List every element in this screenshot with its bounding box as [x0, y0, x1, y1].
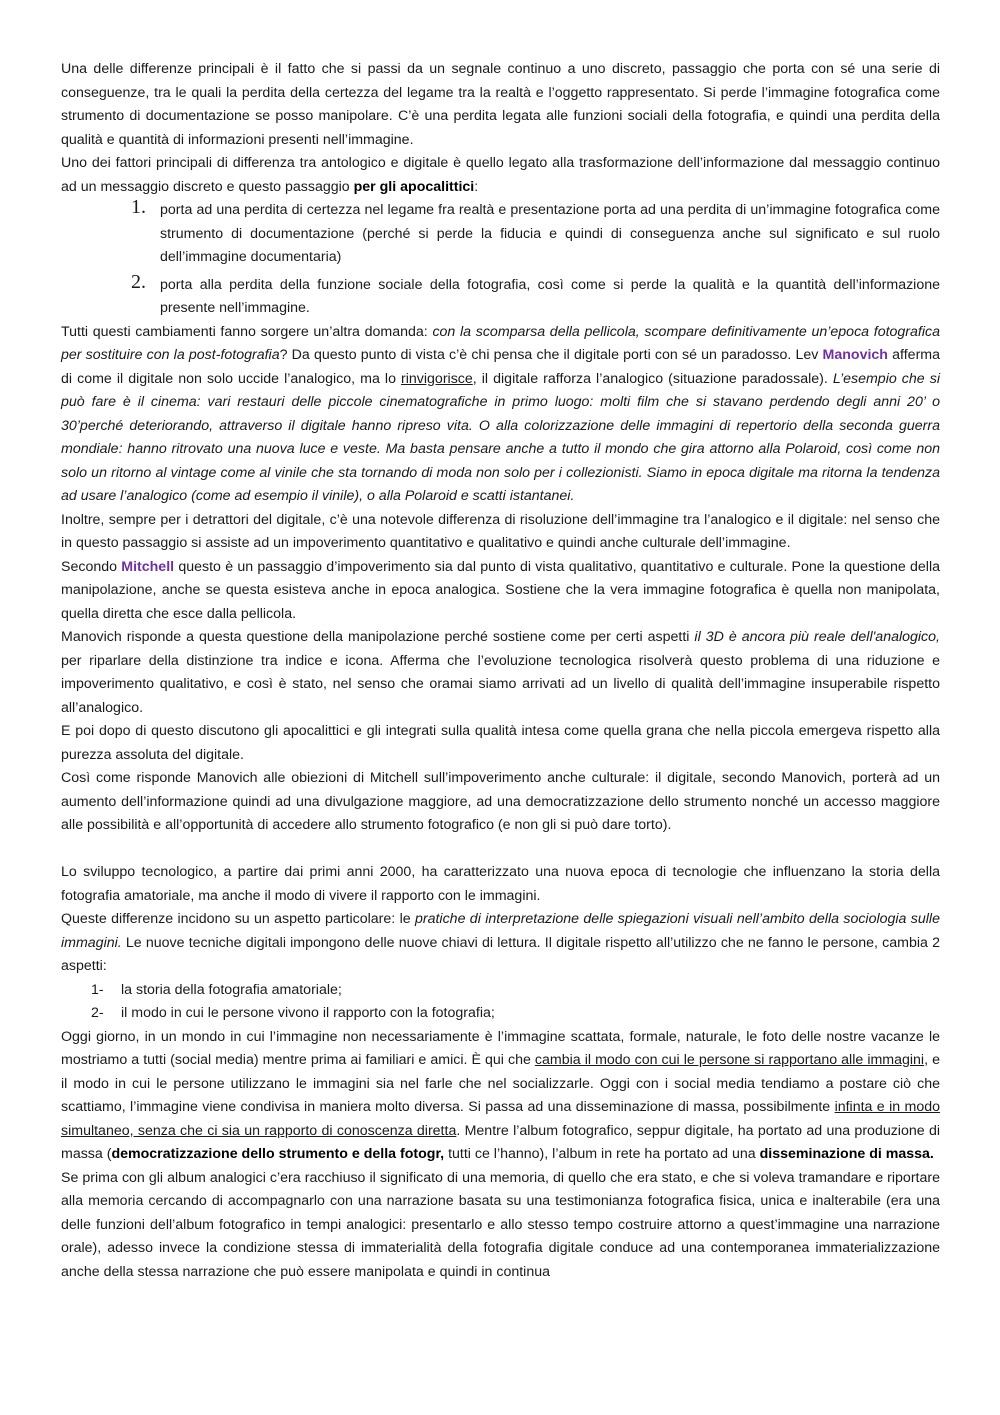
- paragraph-3: [61, 321, 940, 509]
- paragraph-12: Se prima con gli album analogici c’era racchiuso il significato di una memoria, di quello che era stato, e che si voleva tramandare e riportare alla memoria cercando di accompagnarlo con una narrazione basata su una testimonianza fotografica fisica, unica e inalterabile (era una delle funzioni dell’album fotografico in tempi analogici: presentarlo e allo stesso tempo costruire attorno a quest’immagine una narrazione orale), adesso invece la condizione stessa di immaterialità della fotografia digitale conduce ad una contemporanea immaterializzazione anche della stessa narrazione che può essere manipolata e quindi in continua: [61, 1169, 940, 1280]
- paragraph-5: [61, 556, 940, 627]
- name-mitchell: Mitchell: [121, 558, 175, 575]
- italic-question: con la scomparsa della pellicola, scompare definitivamente un’epoca fotografica per sostituire con la post-fotografia: [61, 323, 941, 363]
- list-item-text: il modo in cui le persone vivono il rapporto con la fotografia;: [121, 1005, 495, 1021]
- text-span: per riparlare della distinzione tra indice e icona. Afferma che l’evoluzione tecnologica risolverà questo problema di una riduzione e impoverimento qualitativo, e così è stato, nel senso che oramai siamo arrivati ad un livello di qualità dell’immagine insuperabile rispetto all’analogico.: [61, 652, 940, 716]
- list-item: [61, 196, 940, 270]
- underlined-phrase: infinta e in modo simultaneo, senza che ci sia un rapporto di conoscenza diretta: [61, 1099, 940, 1139]
- list-item: [61, 270, 940, 321]
- bold-disseminazione: disseminazione di massa.: [759, 1146, 934, 1162]
- italic-example: L’esempio che si può fare è il cinema: vari restauri delle piccole cinematografiche in primo luogo: molti film che si stavano perdendo degli anni 20’ o 30’perché deteriorando, attraverso il digitale hanno ripreso vita. O alla colorizzazione delle immagini di repertorio della seconda guerra mondiale: hanno ritrovato una nuova luce e veste. Ma basta pensare anche a tutto il mondo che gira attorno alla Polaroid, così come non solo un ritorno al vintage come al vinile che sta tornando di moda non solo per i collezionisti. Siamo in epoca digitale ma ritorna la tendenza ad usare l’analogico (come ad esempio il vinile), o alla Polaroid e scatti istantanei.: [61, 370, 940, 504]
- text-span: , il digitale rafforza l’analogico (situazione paradossale).: [472, 370, 833, 387]
- document-page: [61, 58, 940, 1284]
- text-span: Le nuove tecniche digitali impongono delle nuove chiavi di lettura. Il digitale rispetto all’utilizzo che ne fanno le persone, cambia 2 aspetti:: [61, 934, 940, 974]
- text-span: e il modo in cui le persone utilizzano le immagini sia nel farle che nel socializzarle. Oggi con i social media tendiamo a postare ciò che scattiamo, l’immagine viene condivisa in maniera molto diversa. Si passa ad una disseminazione di massa, possibilmente: [61, 1052, 940, 1115]
- italic-practices: pratiche di interpretazione delle spiegazioni visuali nell’ambito della sociologia sulle immagini.: [61, 911, 940, 951]
- text-span: Manovich risponde a questa questione della manipolazione perché sostiene come per certi aspetti: [61, 629, 695, 645]
- paragraph-11: [61, 1026, 940, 1167]
- bold-term-apocalittici: per gli apocalittici: [353, 178, 475, 195]
- italic-3d-claim: il 3D è ancora più reale dell'analogico,: [694, 629, 940, 645]
- text-span: Secondo: [61, 558, 122, 575]
- paragraph-9: Lo sviluppo tecnologico, a partire dai primi anni 2000, ha caratterizzato una nuova epoca di tecnologie che influenzano la storia della fotografia amatoriale, ma anche il modo di vivere il rapporto con le immagini.: [61, 864, 940, 904]
- paragraph-8: Così come risponde Manovich alle obiezioni di Mitchell sull’impoverimento anche culturale: il digitale, secondo Manovich, porterà ad un aumento dell’informazione quindi ad una divulgazione maggiore, ad una democratizzazione dello strumento nonché un accesso maggiore alle possibilità e all’opportunità di accedere allo strumento fotografico (e non gli si può dare torto).: [61, 770, 940, 833]
- paragraph-10: [61, 908, 940, 979]
- paragraph-4: Inoltre, sempre per i detrattori del digitale, c’è una notevole differenza di risoluzione dell’immagine tra l’analogico e il digitale: nel senso che in questo passaggio si assiste ad un impoverimento quantitativo e qualitativo e quindi anche culturale dell’immagine.: [61, 511, 940, 551]
- paragraph-7: E poi dopo di questo discutono gli apocalittici e gli integrati sulla qualità intesa come quella grana che nella piccola emergeva rispetto alla purezza assoluta del digitale.: [61, 723, 940, 763]
- list-number: 2.: [131, 270, 146, 293]
- text-span: questo è un passaggio d’impoverimento sia dal punto di vista qualitativo, quantitativo e culturale. Pone la questione della manipolazione, anche se questa esisteva anche in epoca analogica. Sostiene che la vera immagine fotografica è quella non manipolata, quella diretta che esce dalla pellicola.: [61, 558, 940, 622]
- list-item: [61, 1002, 940, 1026]
- dash-list-aspects: [61, 979, 940, 1026]
- paragraph-6: [61, 626, 940, 720]
- list-item-text: la storia della fotografia amatoriale;: [121, 981, 342, 998]
- underlined-rinvigorisce: rinvigorisce: [401, 370, 473, 387]
- bold-democratizzazione: democratizzazione dello strumento e della fotogr,: [111, 1146, 445, 1162]
- text-span: Tutti questi cambiamenti fanno sorgere un’altra domanda:: [61, 323, 433, 340]
- text-span: :: [474, 178, 479, 195]
- list-item-text: porta ad una perdita di certezza nel legame fra realtà e presentazione porta ad una perdita di un’immagine fotografica come strumento di documentazione (perché si perde la fiducia e quindi di conseguenza anche sul significato e sul ruolo dell’immagine documentaria): [160, 202, 940, 265]
- paragraph-2: [61, 152, 940, 199]
- list-item-text: porta alla perdita della funzione sociale della fotografia, così come si perde la qualità e la quantità dell’informazione presente nell’immagine.: [160, 276, 940, 316]
- list-number: 2-: [91, 1005, 104, 1021]
- paragraph-1: Una delle differenze principali è il fatto che si passi da un segnale continuo a uno discreto, passaggio che porta con sé una serie di conseguenze, tra le quali la perdita della certezza del legame tra la realtà e l’oggetto rappresentato. Si perde l’immagine fotografica come strumento di documentazione se posso manipolare. C’è una perdita legata alle funzioni sociali della fotografia, e quindi una perdita della qualità e quantità di informazioni presenti nell’immagine.: [61, 61, 940, 148]
- text-span: Queste differenze incidono su un aspetto particolare: le: [61, 911, 415, 927]
- name-manovich: Manovich: [822, 347, 888, 363]
- list-number: 1.: [131, 196, 146, 218]
- list-number: 1-: [91, 981, 104, 998]
- numbered-list-consequences: [61, 196, 940, 321]
- text-span: Uno dei fattori principali di differenza tra antologico e digitale è quello legato alla trasformazione dell’informazione dal messaggio continuo ad un messaggio discreto e questo passaggio: [61, 155, 940, 195]
- text-span: tutti ce l’hanno), l’album in rete ha portato ad una: [444, 1146, 760, 1162]
- text-span: ? Da questo punto di vista c’è chi pensa che il digitale porti con sé un paradosso. Lev: [279, 347, 823, 363]
- underlined-phrase: cambia il modo con cui le persone si rapportano alle immagini,: [534, 1052, 929, 1068]
- list-item: [61, 979, 940, 1003]
- text-span: . Mentre l’album fotografico, seppur digitale, ha portato ad una produzione di massa (: [61, 1122, 940, 1162]
- paragraph-gap: [61, 838, 940, 862]
- text-span: afferma di come il digitale non solo uccide l’analogico, ma lo: [61, 347, 941, 387]
- text-span: Oggi giorno, in un mondo in cui l’immagine non necessariamente è l’immagine scattata, formale, naturale, le foto delle nostre vacanze le mostriamo a tutti (social media) mentre prima ai familiari e amici. È qui che: [61, 1028, 940, 1068]
